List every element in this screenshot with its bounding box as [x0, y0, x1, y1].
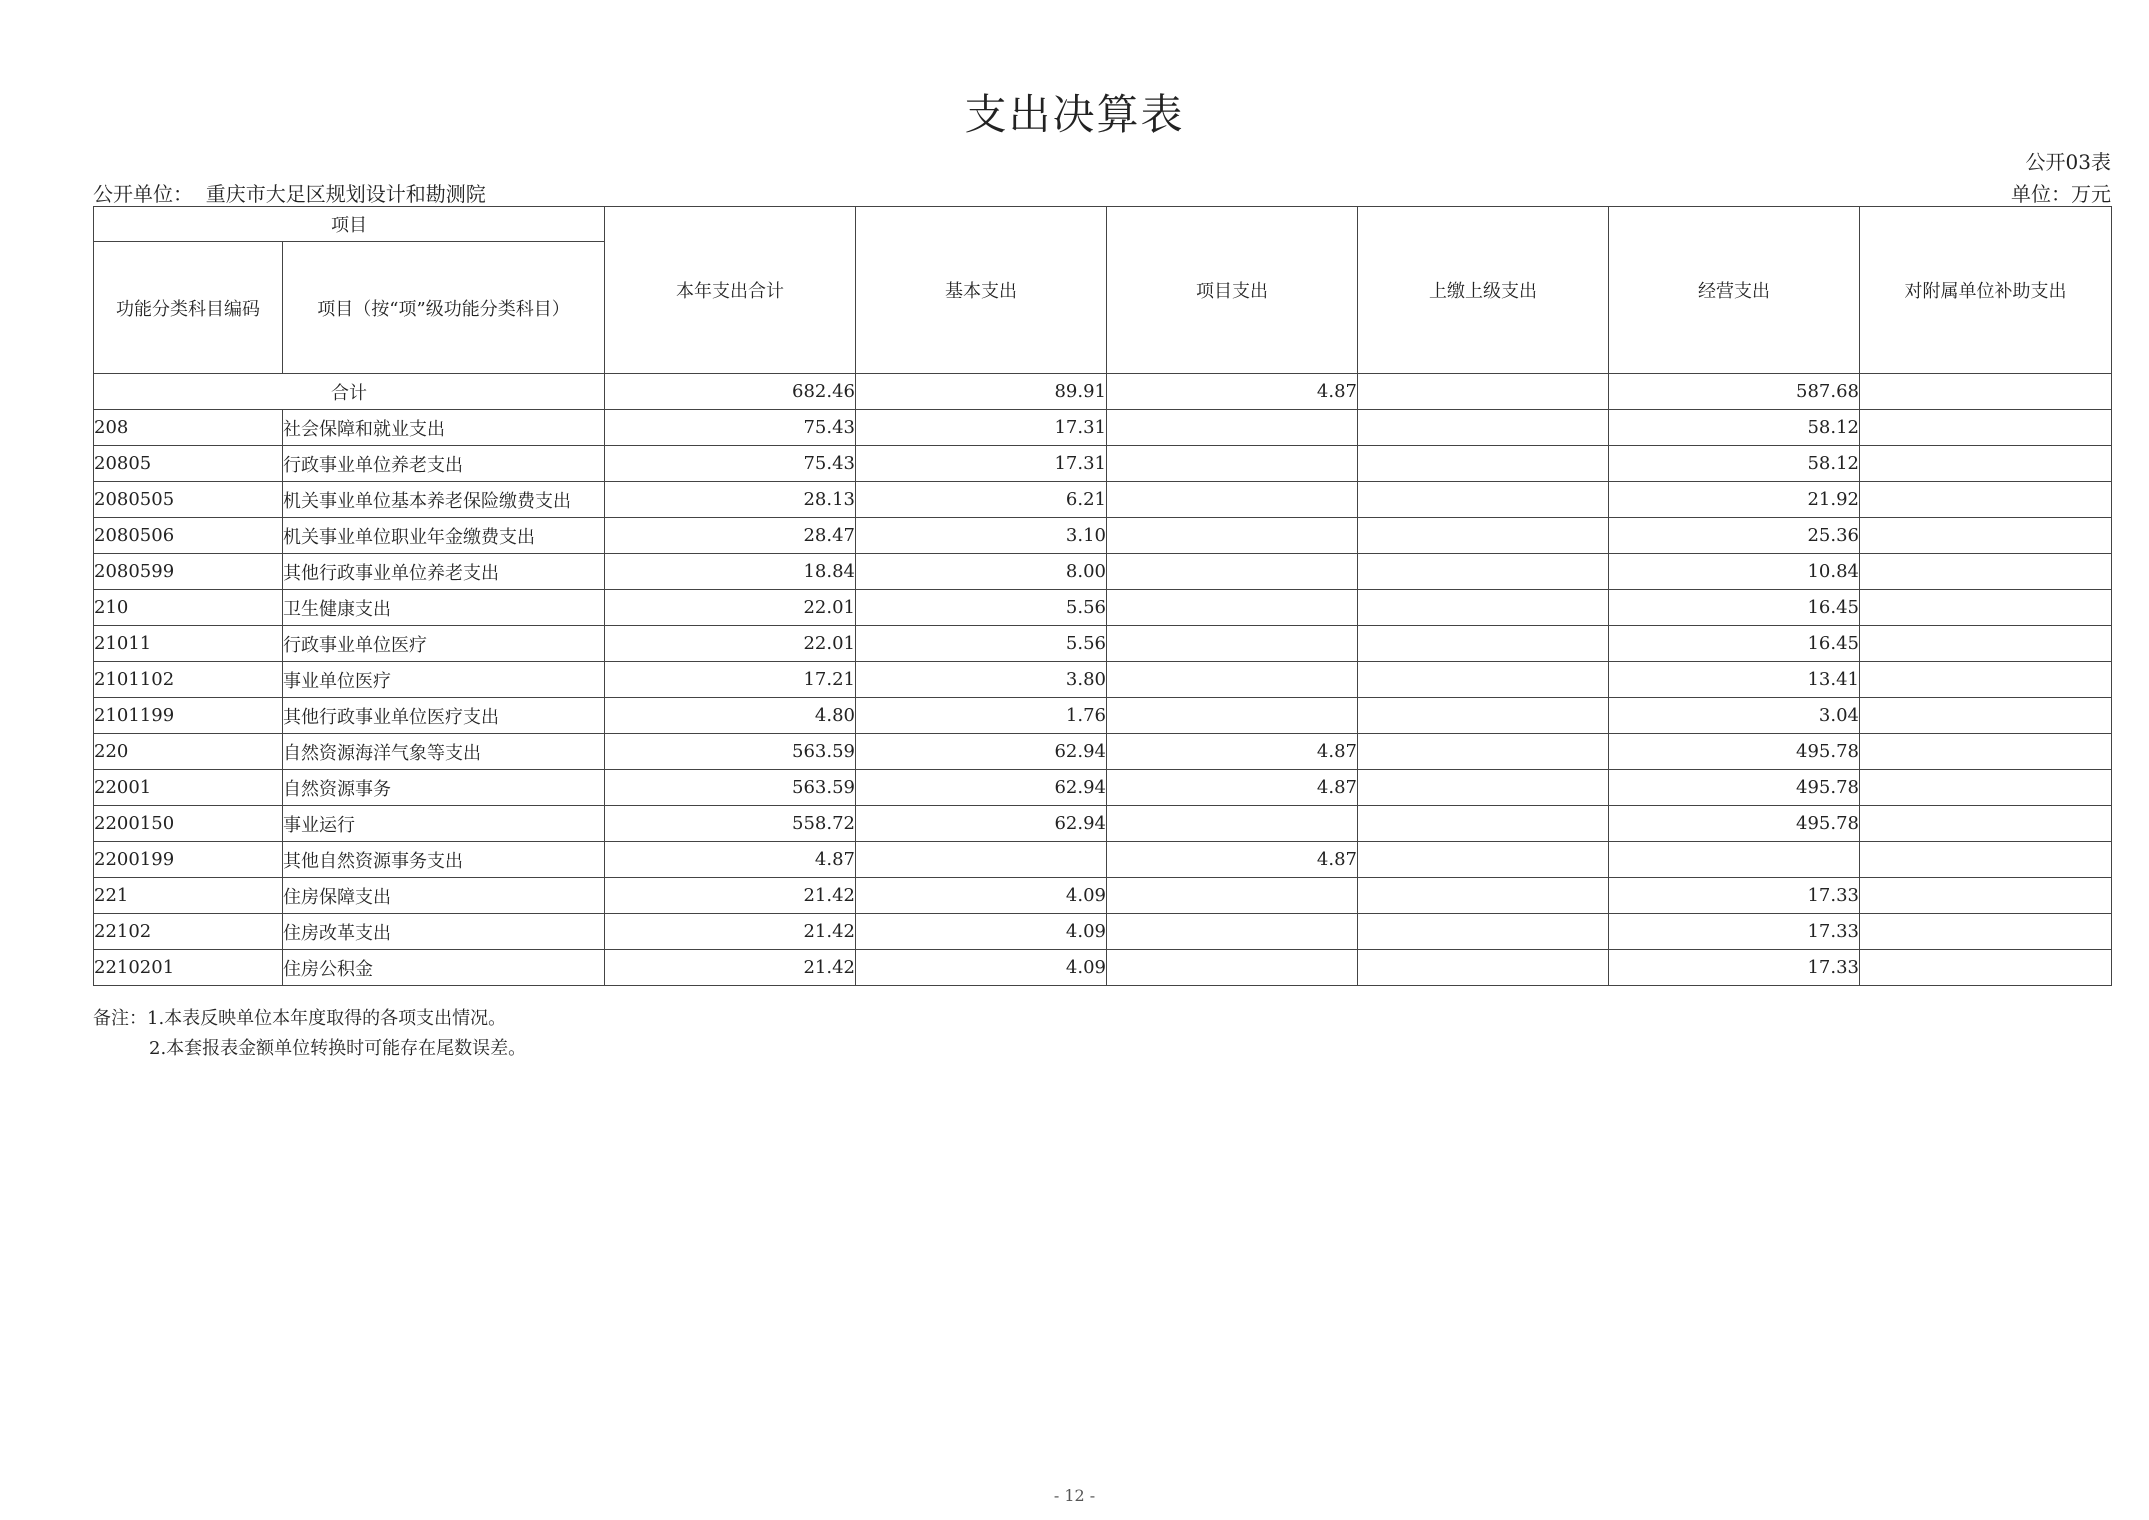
- operating-cell: 13.41: [1609, 662, 1860, 698]
- name-cell: 住房改革支出: [283, 914, 605, 950]
- subsidy-cell: [1860, 590, 2112, 626]
- table-row: [94, 554, 2112, 590]
- footnote-2: 2.本套报表金额单位转换时可能存在尾数误差。: [149, 1038, 527, 1059]
- name-cell: 社会保障和就业支出: [283, 410, 605, 446]
- code-cell: 2101199: [94, 698, 283, 734]
- name-cell: 行政事业单位养老支出: [283, 446, 605, 482]
- subsidy-cell: [1860, 734, 2112, 770]
- table-row: [94, 446, 2112, 482]
- table-row: [94, 878, 2112, 914]
- header-code: 功能分类科目编码: [94, 242, 283, 374]
- basic-cell: 5.56: [856, 590, 1107, 626]
- project-cell: [1107, 446, 1358, 482]
- subsidy-cell: [1860, 950, 2112, 986]
- basic-cell: 4.09: [856, 950, 1107, 986]
- project-cell: [1107, 662, 1358, 698]
- header-name: 项目（按“项”级功能分类科目）: [283, 242, 605, 374]
- code-cell: 2210201: [94, 950, 283, 986]
- table-row: [94, 734, 2112, 770]
- upper-cell: [1358, 734, 1609, 770]
- total-cell: 75.43: [605, 446, 856, 482]
- table-row: [94, 410, 2112, 446]
- code-cell: 2080599: [94, 554, 283, 590]
- code-cell: 2200150: [94, 806, 283, 842]
- upper-cell: [1358, 482, 1609, 518]
- code-cell: 2200199: [94, 842, 283, 878]
- name-cell: 事业单位医疗: [283, 662, 605, 698]
- upper-cell: [1358, 950, 1609, 986]
- subsidy-cell: [1860, 518, 2112, 554]
- expenditure-table: [93, 206, 2112, 986]
- upper-cell: [1358, 446, 1609, 482]
- upper-cell: [1358, 662, 1609, 698]
- subsidy-cell: [1860, 806, 2112, 842]
- total-row: [94, 374, 2112, 410]
- operating-cell: 25.36: [1609, 518, 1860, 554]
- reporting-unit: [93, 178, 486, 207]
- total-cell: 17.21: [605, 662, 856, 698]
- operating-cell: 495.78: [1609, 734, 1860, 770]
- upper-cell: [1358, 842, 1609, 878]
- code-cell: 20805: [94, 446, 283, 482]
- subsidy-cell: [1860, 410, 2112, 446]
- basic-cell: 4.09: [856, 914, 1107, 950]
- name-cell: 机关事业单位基本养老保险缴费支出: [283, 482, 605, 518]
- code-cell: 22001: [94, 770, 283, 806]
- page-number: - 12 -: [1053, 1486, 1096, 1505]
- basic-cell: 17.31: [856, 446, 1107, 482]
- footnotes: [93, 1004, 526, 1064]
- operating-cell: 3.04: [1609, 698, 1860, 734]
- subsidy-cell: [1860, 698, 2112, 734]
- basic-cell: 3.80: [856, 662, 1107, 698]
- operating-cell: [1609, 842, 1860, 878]
- table-row: [94, 518, 2112, 554]
- basic-cell: 89.91: [856, 374, 1107, 410]
- basic-cell: 1.76: [856, 698, 1107, 734]
- table-row: [94, 914, 2112, 950]
- reporting-unit-name: 重庆市大足区规划设计和勘测院: [205, 182, 486, 206]
- table-body: [94, 410, 2112, 986]
- table-row: [94, 806, 2112, 842]
- footnote-1: 备注：1.本表反映单位本年度取得的各项支出情况。: [93, 1008, 507, 1029]
- subsidy-cell: [1860, 842, 2112, 878]
- project-cell: [1107, 878, 1358, 914]
- code-cell: 22102: [94, 914, 283, 950]
- form-number: 公开03表: [2025, 150, 2111, 174]
- header-total: 本年支出合计: [605, 207, 856, 374]
- operating-cell: 16.45: [1609, 590, 1860, 626]
- operating-cell: 16.45: [1609, 626, 1860, 662]
- total-cell: 28.13: [605, 482, 856, 518]
- money-unit: 单位：万元: [2011, 182, 2111, 206]
- table-row: [94, 770, 2112, 806]
- basic-cell: 17.31: [856, 410, 1107, 446]
- basic-cell: 62.94: [856, 806, 1107, 842]
- header-subsidy: 对附属单位补助支出: [1860, 207, 2112, 374]
- operating-cell: 17.33: [1609, 950, 1860, 986]
- basic-cell: 62.94: [856, 734, 1107, 770]
- total-cell: 28.47: [605, 518, 856, 554]
- basic-cell: 4.09: [856, 878, 1107, 914]
- total-cell: 21.42: [605, 878, 856, 914]
- operating-cell: 21.92: [1609, 482, 1860, 518]
- total-cell: 682.46: [605, 374, 856, 410]
- basic-cell: 5.56: [856, 626, 1107, 662]
- reporting-unit-label: 公开单位：: [93, 182, 193, 206]
- operating-cell: 58.12: [1609, 446, 1860, 482]
- total-label: 合计: [94, 374, 605, 410]
- project-cell: 4.87: [1107, 770, 1358, 806]
- name-cell: 其他自然资源事务支出: [283, 842, 605, 878]
- subsidy-cell: [1860, 878, 2112, 914]
- project-cell: [1107, 554, 1358, 590]
- name-cell: 卫生健康支出: [283, 590, 605, 626]
- total-cell: 75.43: [605, 410, 856, 446]
- code-cell: 210: [94, 590, 283, 626]
- project-cell: [1107, 698, 1358, 734]
- name-cell: 住房保障支出: [283, 878, 605, 914]
- name-cell: 其他行政事业单位养老支出: [283, 554, 605, 590]
- project-cell: [1107, 518, 1358, 554]
- total-cell: 21.42: [605, 950, 856, 986]
- subsidy-cell: [1860, 770, 2112, 806]
- upper-cell: [1358, 770, 1609, 806]
- project-cell: 4.87: [1107, 842, 1358, 878]
- table-row: [94, 950, 2112, 986]
- page-title: 支出决算表: [964, 90, 1185, 139]
- project-cell: [1107, 626, 1358, 662]
- header-project-group: 项目: [94, 207, 605, 242]
- total-cell: 558.72: [605, 806, 856, 842]
- total-cell: 22.01: [605, 590, 856, 626]
- project-cell: [1107, 410, 1358, 446]
- subsidy-cell: [1860, 374, 2112, 410]
- code-cell: 2080506: [94, 518, 283, 554]
- subsidy-cell: [1860, 446, 2112, 482]
- header-basic: 基本支出: [856, 207, 1107, 374]
- total-cell: 22.01: [605, 626, 856, 662]
- basic-cell: 62.94: [856, 770, 1107, 806]
- operating-cell: 495.78: [1609, 806, 1860, 842]
- name-cell: 其他行政事业单位医疗支出: [283, 698, 605, 734]
- table-row: [94, 626, 2112, 662]
- subsidy-cell: [1860, 626, 2112, 662]
- code-cell: 220: [94, 734, 283, 770]
- total-cell: 563.59: [605, 734, 856, 770]
- project-cell: [1107, 482, 1358, 518]
- code-cell: 208: [94, 410, 283, 446]
- operating-cell: 58.12: [1609, 410, 1860, 446]
- code-cell: 2101102: [94, 662, 283, 698]
- subsidy-cell: [1860, 554, 2112, 590]
- table-row: [94, 842, 2112, 878]
- total-cell: 18.84: [605, 554, 856, 590]
- project-cell: [1107, 806, 1358, 842]
- upper-cell: [1358, 410, 1609, 446]
- subsidy-cell: [1860, 914, 2112, 950]
- upper-cell: [1358, 698, 1609, 734]
- total-cell: 4.80: [605, 698, 856, 734]
- project-cell: [1107, 914, 1358, 950]
- total-cell: 563.59: [605, 770, 856, 806]
- name-cell: 自然资源事务: [283, 770, 605, 806]
- operating-cell: 17.33: [1609, 878, 1860, 914]
- basic-cell: [856, 842, 1107, 878]
- upper-cell: [1358, 518, 1609, 554]
- table-row: [94, 590, 2112, 626]
- upper-cell: [1358, 554, 1609, 590]
- operating-cell: 10.84: [1609, 554, 1860, 590]
- name-cell: 事业运行: [283, 806, 605, 842]
- upper-cell: [1358, 626, 1609, 662]
- upper-cell: [1358, 590, 1609, 626]
- code-cell: 2080505: [94, 482, 283, 518]
- basic-cell: 3.10: [856, 518, 1107, 554]
- code-cell: 221: [94, 878, 283, 914]
- project-cell: 4.87: [1107, 374, 1358, 410]
- project-cell: 4.87: [1107, 734, 1358, 770]
- name-cell: 自然资源海洋气象等支出: [283, 734, 605, 770]
- project-cell: [1107, 590, 1358, 626]
- project-cell: [1107, 950, 1358, 986]
- subsidy-cell: [1860, 482, 2112, 518]
- table-row: [94, 482, 2112, 518]
- total-cell: 21.42: [605, 914, 856, 950]
- header-upper: 上缴上级支出: [1358, 207, 1609, 374]
- operating-cell: 587.68: [1609, 374, 1860, 410]
- upper-cell: [1358, 878, 1609, 914]
- basic-cell: 6.21: [856, 482, 1107, 518]
- table-row: [94, 662, 2112, 698]
- name-cell: 行政事业单位医疗: [283, 626, 605, 662]
- operating-cell: 495.78: [1609, 770, 1860, 806]
- operating-cell: 17.33: [1609, 914, 1860, 950]
- total-cell: 4.87: [605, 842, 856, 878]
- subsidy-cell: [1860, 662, 2112, 698]
- header-operating: 经营支出: [1609, 207, 1860, 374]
- code-cell: 21011: [94, 626, 283, 662]
- upper-cell: [1358, 374, 1609, 410]
- header-project: 项目支出: [1107, 207, 1358, 374]
- upper-cell: [1358, 806, 1609, 842]
- name-cell: 住房公积金: [283, 950, 605, 986]
- name-cell: 机关事业单位职业年金缴费支出: [283, 518, 605, 554]
- table-row: [94, 698, 2112, 734]
- basic-cell: 8.00: [856, 554, 1107, 590]
- upper-cell: [1358, 914, 1609, 950]
